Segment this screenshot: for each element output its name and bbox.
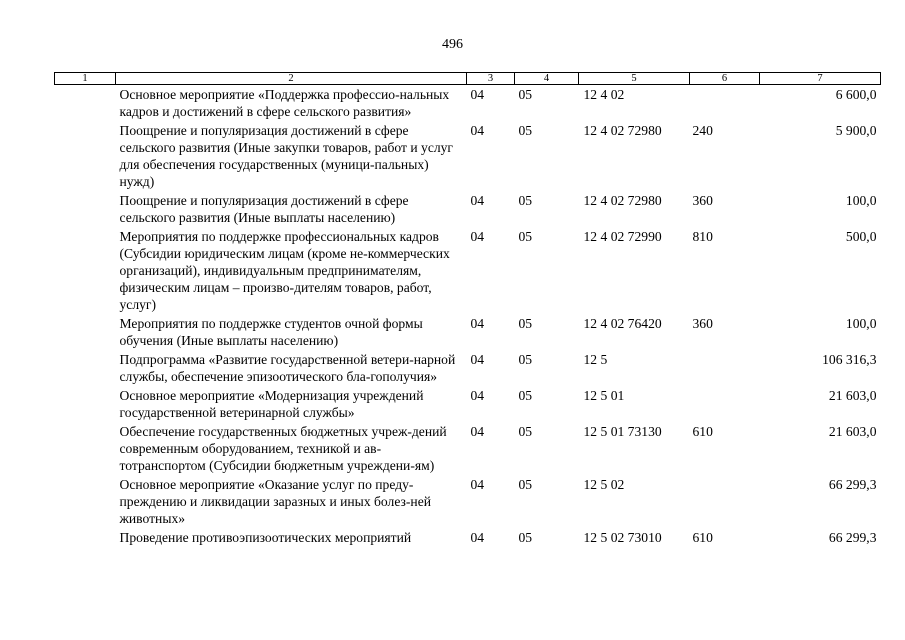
cell-vr bbox=[690, 350, 760, 386]
cell-index bbox=[55, 422, 116, 475]
cell-pr: 05 bbox=[518, 352, 533, 367]
cell-csr: 12 5 02 bbox=[583, 477, 625, 492]
cell-csr: 12 4 02 72980 bbox=[583, 123, 662, 138]
cell-sum: 100,0 bbox=[845, 316, 877, 331]
cell-pr: 05 bbox=[518, 87, 533, 102]
cell-vr: 610 bbox=[692, 424, 713, 439]
cell-name: Поощрение и популяризация достижений в сфере сельского развития (Иные закупки товаров, работ и услуг для обеспечения государственных (муници-пальных) нужд) bbox=[119, 123, 454, 189]
cell-sum: 500,0 bbox=[845, 229, 877, 244]
cell-csr: 12 5 bbox=[583, 352, 608, 367]
column-header: 2 bbox=[116, 73, 467, 85]
budget-table bbox=[54, 72, 881, 547]
cell-pr: 05 bbox=[518, 477, 533, 492]
cell-name: Поощрение и популяризация достижений в сфере сельского развития (Иные выплаты населению) bbox=[119, 193, 409, 225]
cell-csr: 12 4 02 72990 bbox=[583, 229, 662, 244]
table-row bbox=[55, 528, 881, 547]
table-row bbox=[55, 475, 881, 528]
cell-name: Основное мероприятие «Модернизация учреждений государственной ветеринарной службы» bbox=[119, 388, 424, 420]
cell-index bbox=[55, 227, 116, 314]
cell-index bbox=[55, 475, 116, 528]
cell-name: Мероприятия по поддержке профессиональных кадров (Субсидии юридическим лицам (кроме не-коммерческих организаций), индивидуальным предпринимателям, физическим лицам – произво-дителям товаров, работ, услуг) bbox=[119, 229, 450, 312]
table-row bbox=[55, 422, 881, 475]
cell-rz: 04 bbox=[470, 87, 485, 102]
cell-sum: 6 600,0 bbox=[835, 87, 877, 102]
cell-rz: 04 bbox=[470, 316, 485, 331]
cell-sum: 66 299,3 bbox=[828, 477, 877, 492]
cell-sum: 66 299,3 bbox=[828, 530, 877, 545]
table-row bbox=[55, 85, 881, 122]
cell-vr: 810 bbox=[692, 229, 713, 244]
table-row bbox=[55, 191, 881, 227]
cell-sum: 5 900,0 bbox=[835, 123, 877, 138]
cell-rz: 04 bbox=[470, 352, 485, 367]
table-row bbox=[55, 121, 881, 191]
cell-index bbox=[55, 386, 116, 422]
cell-rz: 04 bbox=[470, 477, 485, 492]
cell-rz: 04 bbox=[470, 530, 485, 545]
cell-rz: 04 bbox=[470, 229, 485, 244]
table-row bbox=[55, 227, 881, 314]
cell-name: Основное мероприятие «Поддержка профессио-нальных кадров и достижений в сфере сельского развития» bbox=[119, 87, 450, 119]
cell-pr: 05 bbox=[518, 530, 533, 545]
cell-name: Мероприятия по поддержке студентов очной формы обучения (Иные выплаты населению) bbox=[119, 316, 423, 348]
table-row bbox=[55, 314, 881, 350]
cell-vr: 360 bbox=[692, 316, 713, 331]
cell-vr bbox=[690, 475, 760, 528]
cell-pr: 05 bbox=[518, 123, 533, 138]
cell-csr: 12 4 02 72980 bbox=[583, 193, 662, 208]
column-header: 3 bbox=[467, 73, 515, 85]
cell-rz: 04 bbox=[470, 193, 485, 208]
cell-name: Проведение противоэпизоотических мероприятий bbox=[119, 530, 412, 545]
cell-pr: 05 bbox=[518, 193, 533, 208]
cell-sum: 21 603,0 bbox=[828, 424, 877, 439]
cell-index bbox=[55, 191, 116, 227]
page-number: 496 bbox=[442, 37, 463, 52]
column-header: 7 bbox=[760, 73, 881, 85]
column-header: 4 bbox=[515, 73, 579, 85]
cell-vr: 240 bbox=[692, 123, 713, 138]
cell-index bbox=[55, 314, 116, 350]
cell-pr: 05 bbox=[518, 229, 533, 244]
cell-sum: 21 603,0 bbox=[828, 388, 877, 403]
cell-rz: 04 bbox=[470, 123, 485, 138]
table-row bbox=[55, 350, 881, 386]
cell-pr: 05 bbox=[518, 316, 533, 331]
cell-csr: 12 4 02 76420 bbox=[583, 316, 662, 331]
cell-rz: 04 bbox=[470, 424, 485, 439]
cell-name: Основное мероприятие «Оказание услуг по преду-преждению и ликвидации заразных и иных болез-ней животных» bbox=[119, 477, 432, 526]
cell-pr: 05 bbox=[518, 424, 533, 439]
column-header: 5 bbox=[579, 73, 690, 85]
cell-csr: 12 4 02 bbox=[583, 87, 625, 102]
cell-vr bbox=[690, 386, 760, 422]
cell-index bbox=[55, 121, 116, 191]
cell-csr: 12 5 01 bbox=[583, 388, 625, 403]
cell-vr bbox=[690, 85, 760, 122]
cell-index bbox=[55, 85, 116, 122]
cell-sum: 100,0 bbox=[845, 193, 877, 208]
cell-index bbox=[55, 528, 116, 547]
column-header: 1 bbox=[55, 73, 116, 85]
cell-vr: 360 bbox=[692, 193, 713, 208]
cell-name: Обеспечение государственных бюджетных учреж-дений современным оборудованием, техникой и ав-тотранспортом (Субсидии бюджетным учреждени-ям) bbox=[119, 424, 447, 473]
cell-rz: 04 bbox=[470, 388, 485, 403]
table-row bbox=[55, 386, 881, 422]
cell-csr: 12 5 01 73130 bbox=[583, 424, 662, 439]
cell-csr: 12 5 02 73010 bbox=[583, 530, 662, 545]
column-header: 6 bbox=[690, 73, 760, 85]
cell-index bbox=[55, 350, 116, 386]
cell-vr: 610 bbox=[692, 530, 713, 545]
header-row bbox=[55, 73, 881, 85]
cell-sum: 106 316,3 bbox=[822, 352, 877, 367]
cell-name: Подпрограмма «Развитие государственной ветери-нарной службы, обеспечение эпизоотического бла-гополучия» bbox=[119, 352, 456, 384]
cell-pr: 05 bbox=[518, 388, 533, 403]
